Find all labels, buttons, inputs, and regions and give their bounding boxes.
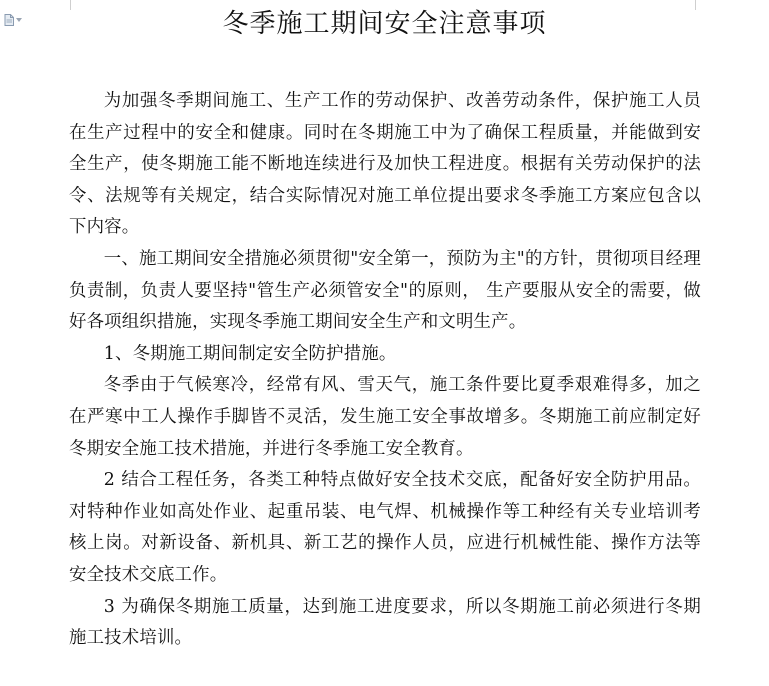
paragraph-item-2: 2 结合工程任务，各类工种特点做好安全技术交底，配备好安全防护用品。对特种作业如高处作业、起重吊装、电气焊、机械操作等工种经有关专业培训考核上岗。对新设备、新机具、新工艺的操作人员，应进行机械性能、操作方法等安全技术交底工作。 (69, 470, 701, 585)
document-body (69, 86, 701, 655)
paragraph-item-3: 3 为确保冬期施工质量，达到施工进度要求，所以冬期施工前必须进行冬期施工技术培训。 (69, 596, 701, 649)
paragraph-item-1-body: 冬季由于气候寒冷，经常有风、雪天气，施工条件要比夏季艰难得多，加之在严寒中工人操作手脚皆不灵活，发生施工安全事故增多。冬期施工前应制定好冬期安全施工技术措施，并进行冬季施工安全教育。 (69, 375, 701, 459)
paragraph-item-1-heading: 1、冬期施工期间制定安全防护措施。 (103, 343, 397, 364)
paragraph-intro: 为加强冬季期间施工、生产工作的劳动保护、改善劳动条件，保护施工人员在生产过程中的安全和健康。同时在冬期施工中为了确保工程质量，并能做到安全生产，使冬期施工能不断地连续进行及加快工程进度。根据有关劳动保护的法令、法规等有关规定，结合实际情况对施工单位提出要求冬季施工方案应包含以下内容。 (69, 91, 701, 238)
document-title: 冬季施工期间安全注意事项 (222, 9, 547, 39)
paragraph-section-1: 一、施工期间安全措施必须贯彻"安全第一，预防为主"的方针，贯彻项目经理负责制，负责人要坚持"管生产必须管安全"的原则， 生产要服从安全的需要，做好各项组织措施，实现冬季施工期间安全生产和文明生产。 (69, 248, 701, 333)
